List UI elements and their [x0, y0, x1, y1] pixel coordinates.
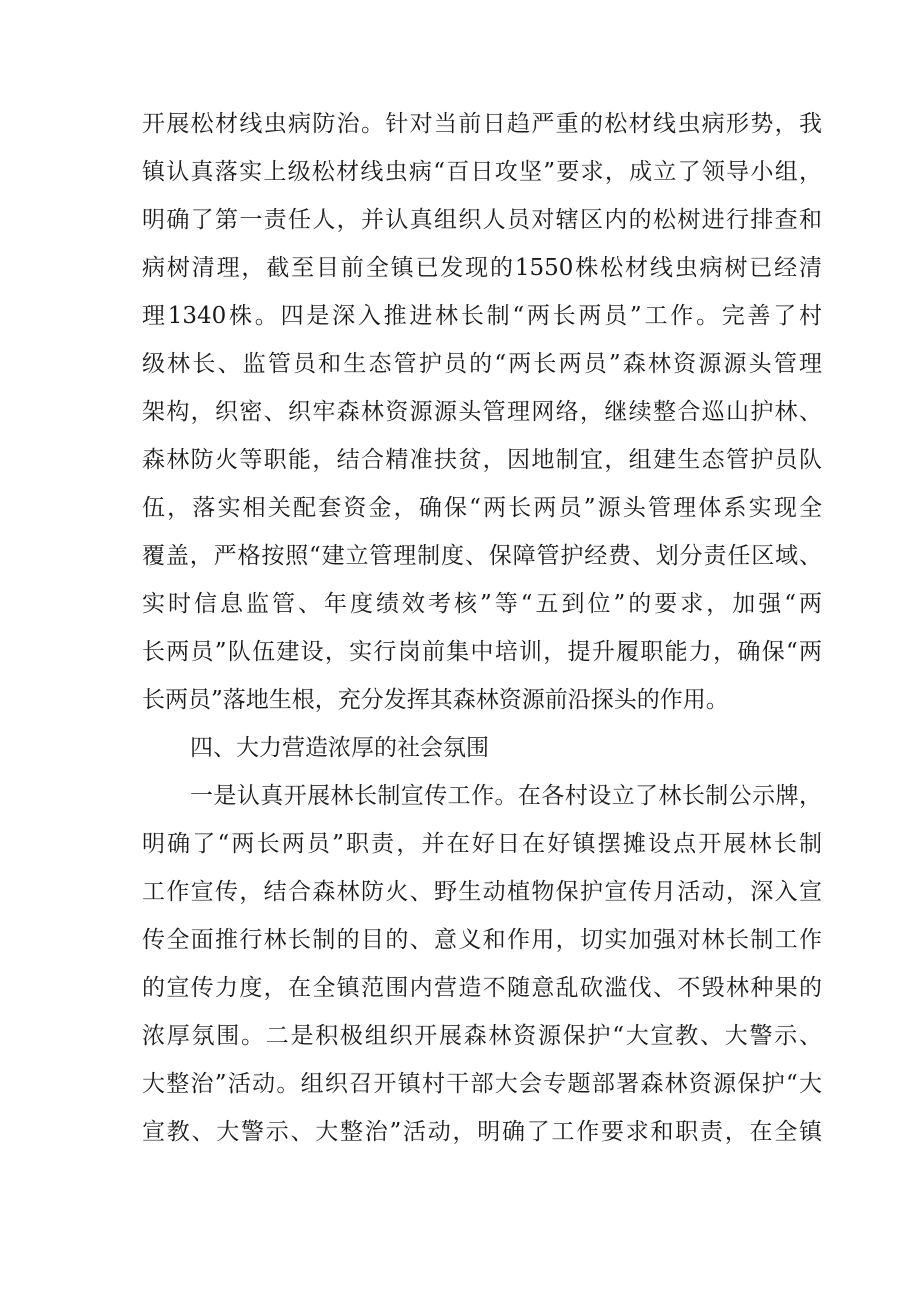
text-line: 大整治”活动。组织召开镇村干部大会专题部署森林资源保护“大	[142, 1071, 822, 1097]
text-line: 病树清理，截至目前全镇已发现的1550株松材线虫病树已经清	[142, 255, 822, 281]
text-line: 的宣传力度，在全镇范围内营造不随意乱砍滥伐、不毁林种果的	[142, 975, 822, 1001]
text-line: 架构，织密、织牢森林资源源头管理网络，继续整合巡山护林、	[142, 399, 822, 425]
text-line: 传全面推行林长制的目的、意义和作用，切实加强对林长制工作	[142, 927, 822, 953]
text-line: 明确了“两长两员”职责，并在好日在好镇摆摊设点开展林长制	[142, 831, 822, 857]
text-line-first: 一是认真开展林长制宣传工作。在各村设立了林长制公示牌，	[190, 783, 822, 809]
text-line: 长两员”队伍建设，实行岗前集中培训，提升履职能力，确保“两	[142, 639, 822, 665]
document-body	[142, 100, 822, 1156]
text-line: 伍，落实相关配套资金，确保“两长两员”源头管理体系实现全	[142, 495, 822, 521]
text-line-last: 长两员”落地生根，充分发挥其森林资源前沿探头的作用。	[142, 687, 729, 713]
paragraph-2	[142, 772, 822, 1156]
text-line: 开展松材线虫病防治。针对当前日趋严重的松材线虫病形势，我	[142, 111, 822, 137]
section-heading: 四、大力营造浓厚的社会氛围	[190, 735, 489, 761]
text-line: 明确了第一责任人，并认真组织人员对辖区内的松树进行排查和	[142, 207, 822, 233]
text-line: 实时信息监管、年度绩效考核”等“五到位”的要求，加强“两	[142, 591, 822, 617]
text-line: 宣教、大警示、大整治”活动，明确了工作要求和职责，在全镇	[142, 1119, 822, 1145]
text-line: 镇认真落实上级松材线虫病“百日攻坚”要求，成立了领导小组，	[142, 159, 822, 185]
text-line: 森林防火等职能，结合精准扶贫，因地制宜，组建生态管护员队	[142, 447, 822, 473]
text-line: 工作宣传，结合森林防火、野生动植物保护宣传月活动，深入宣	[142, 879, 822, 905]
text-line: 覆盖，严格按照“建立管理制度、保障管护经费、划分责任区域、	[142, 543, 822, 569]
text-line: 浓厚氛围。二是积极组织开展森林资源保护“大宣教、大警示、	[142, 1023, 822, 1049]
text-line: 级林长、监管员和生态管护员的“两长两员”森林资源源头管理	[142, 351, 822, 377]
paragraph-1	[142, 100, 822, 724]
text-line: 理1340株。四是深入推进林长制“两长两员”工作。完善了村	[142, 303, 822, 329]
